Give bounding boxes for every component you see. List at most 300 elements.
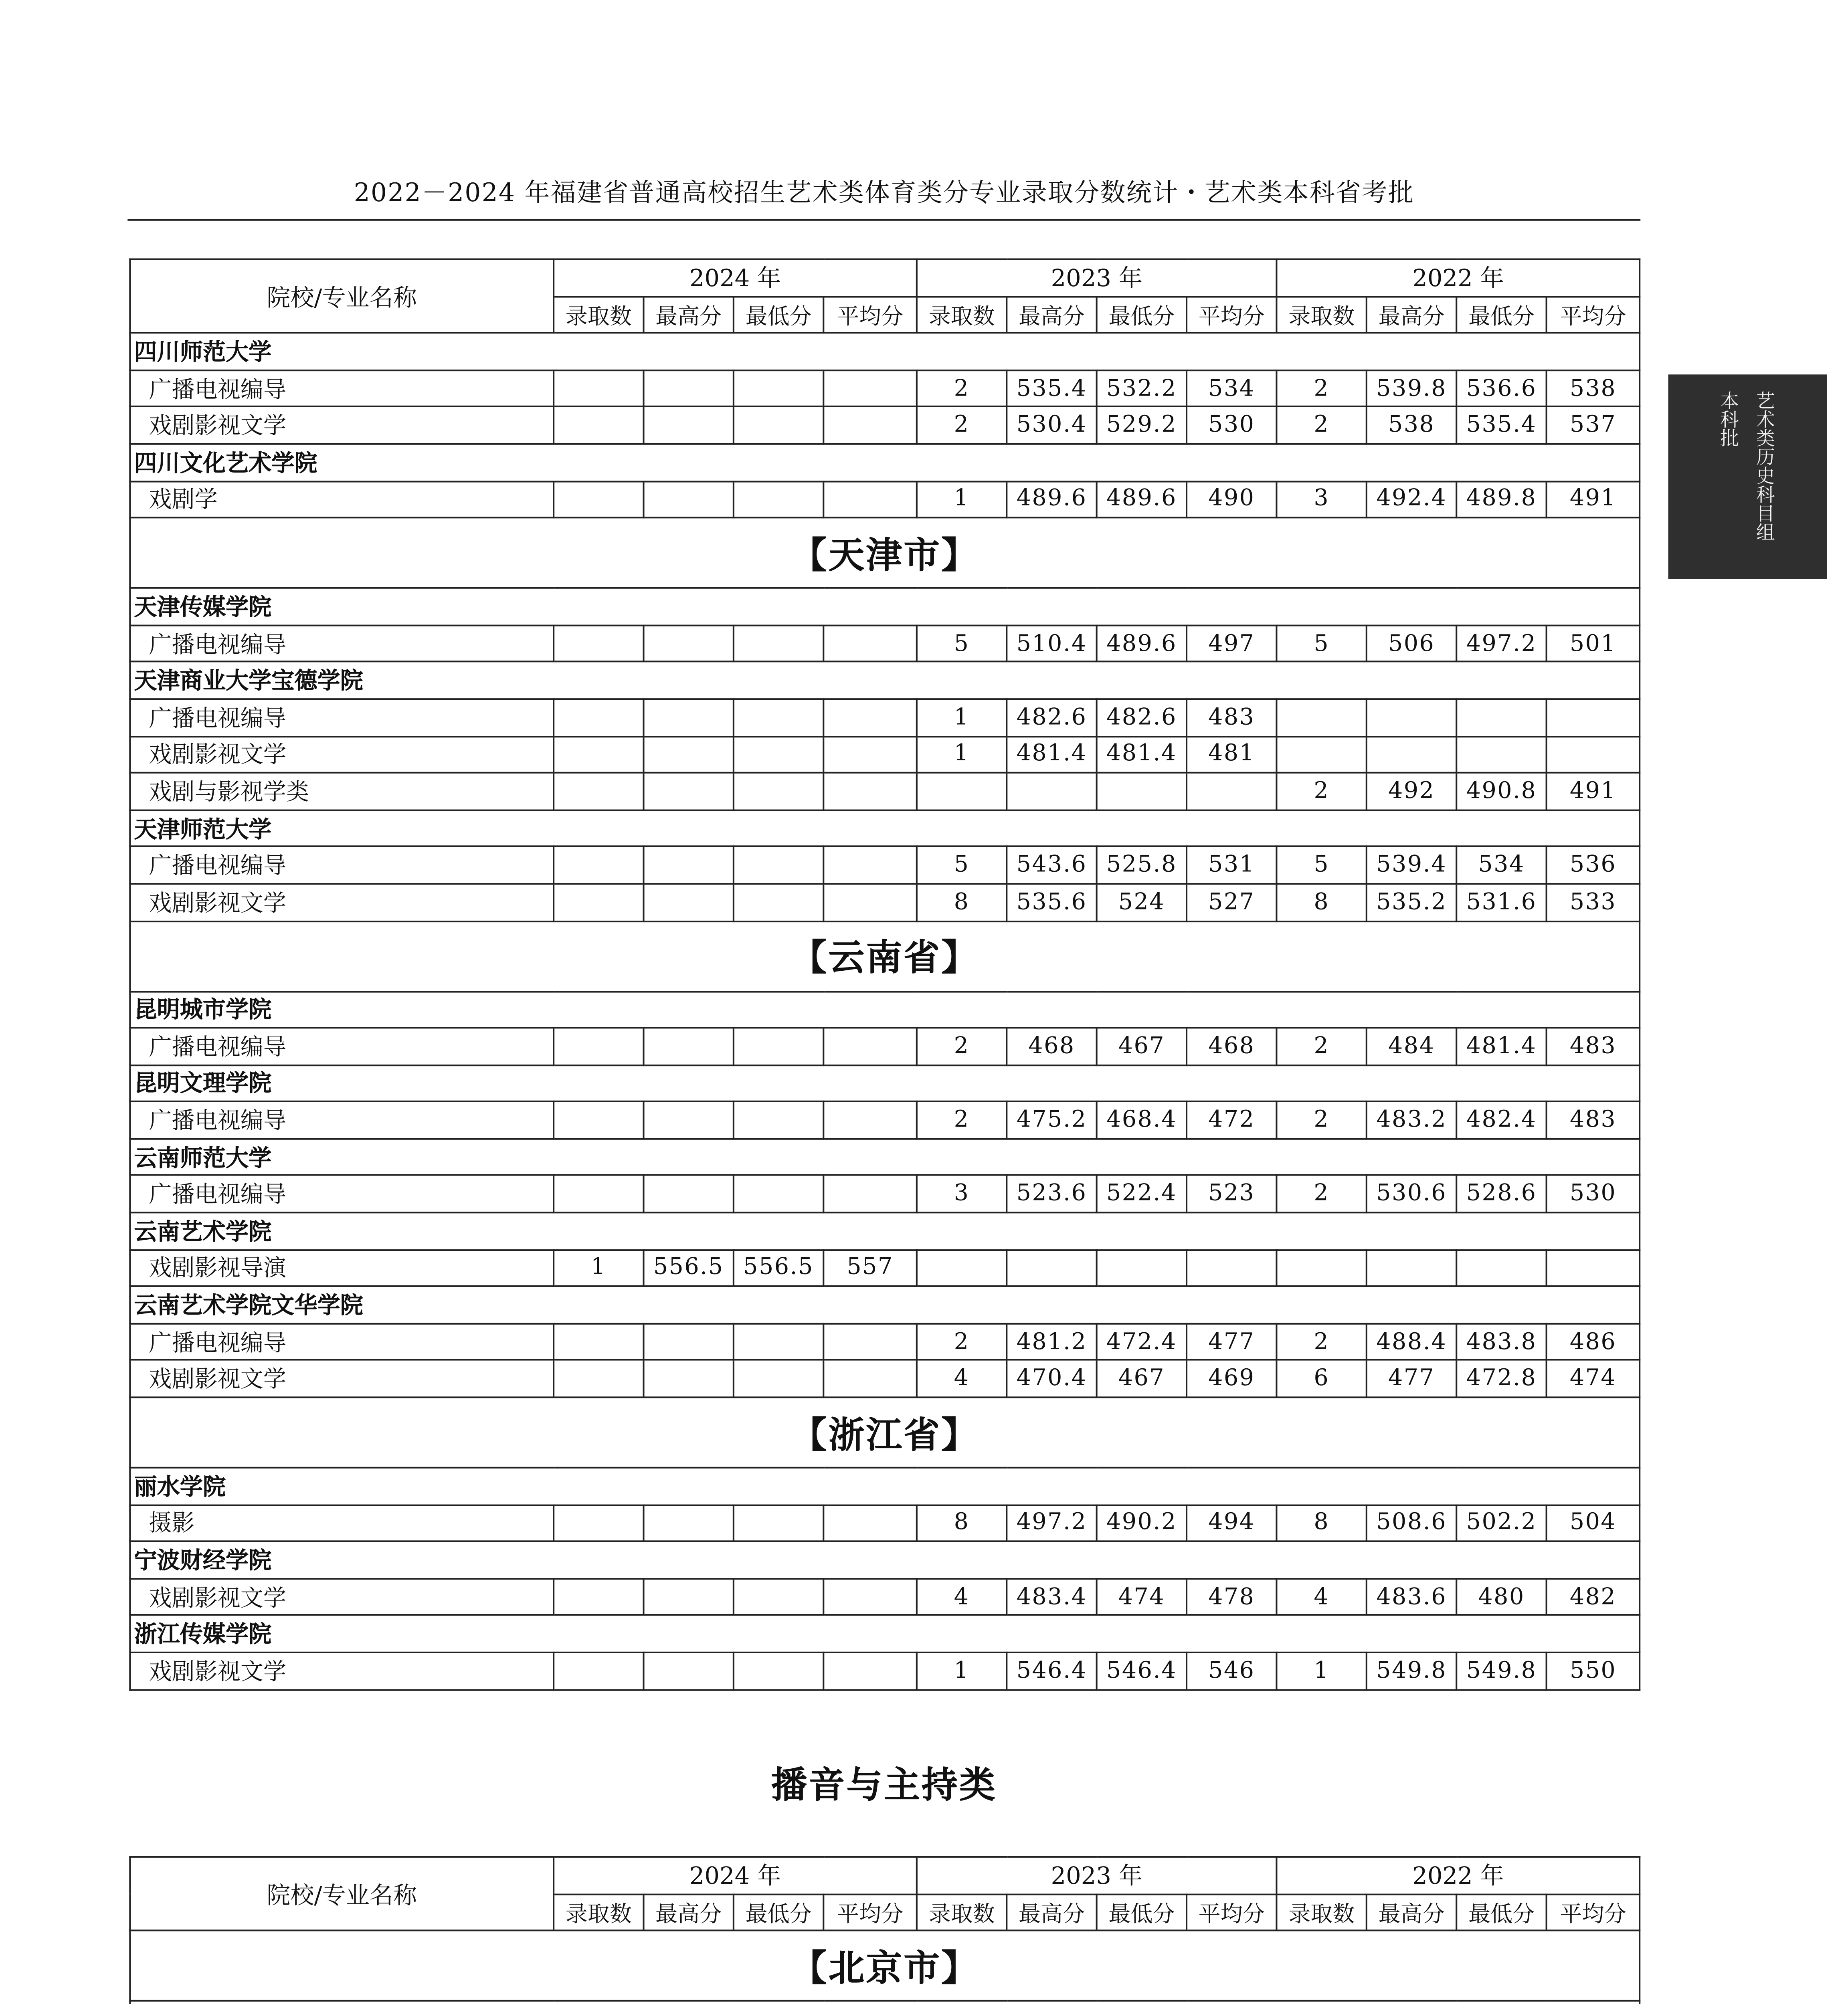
score-cell: 1 [917, 481, 1007, 518]
column-header-year: 2022 年 [1277, 259, 1640, 296]
column-header-metric: 最低分 [1097, 296, 1187, 333]
score-cell: 8 [917, 884, 1007, 921]
score-cell: 538 [1367, 407, 1456, 444]
major-row [130, 370, 1640, 407]
score-cell [734, 1505, 823, 1541]
school-row [130, 1616, 1640, 1652]
score-cell [734, 370, 823, 407]
section-title: 播音与主持类 [771, 1766, 997, 1807]
score-cell: 483.4 [1007, 1578, 1096, 1615]
school-name: 天津师范大学 [130, 810, 1640, 846]
score-cell [1187, 773, 1276, 810]
score-cell: 543.6 [1007, 847, 1096, 884]
score-cell: 468 [1187, 1028, 1276, 1065]
score-cell: 523 [1187, 1176, 1276, 1212]
score-cell [734, 736, 823, 773]
region-header-row [130, 1397, 1640, 1467]
school-row [130, 1065, 1640, 1102]
score-cell [643, 481, 733, 518]
score-cell: 492.4 [1367, 481, 1456, 518]
score-cell: 508.6 [1367, 1505, 1456, 1541]
score-cell [823, 736, 917, 773]
score-cell [823, 1505, 917, 1541]
score-cell: 482.6 [1007, 699, 1096, 736]
column-header-metric: 最低分 [1456, 296, 1546, 333]
score-cell [554, 884, 643, 921]
score-cell: 477 [1187, 1323, 1276, 1360]
score-cell: 467 [1097, 1360, 1187, 1397]
column-header-year: 2024 年 [554, 259, 917, 296]
major-row [130, 1323, 1640, 1360]
score-cell [554, 370, 643, 407]
score-cell [734, 407, 823, 444]
score-cell: 489.8 [1456, 481, 1546, 518]
score-cell: 529.2 [1097, 407, 1187, 444]
score-cell: 472.8 [1456, 1360, 1546, 1397]
column-header-year: 2023 年 [917, 259, 1277, 296]
school-name: 浙江传媒学院 [130, 1616, 1640, 1652]
score-cell: 4 [1277, 1578, 1367, 1615]
column-header-metric: 最高分 [1007, 1894, 1096, 1931]
score-cell: 532.2 [1097, 370, 1187, 407]
school-name: 天津传媒学院 [130, 588, 1640, 625]
major-name: 广播电视编导 [130, 699, 554, 736]
side-tab-category: 艺术类历史科目组 [1754, 391, 1777, 541]
score-cell: 535.4 [1007, 370, 1096, 407]
score-cell: 539.4 [1367, 847, 1456, 884]
score-cell: 2 [1277, 773, 1367, 810]
score-cell: 468.4 [1097, 1102, 1187, 1139]
school-name: 天津商业大学宝德学院 [130, 662, 1640, 699]
score-cell: 2 [1277, 1028, 1367, 1065]
score-cell: 530 [1547, 1176, 1640, 1212]
score-cell: 2 [917, 1102, 1007, 1139]
score-cell [554, 773, 643, 810]
column-header-metric: 录取数 [1277, 296, 1367, 333]
score-cell: 1 [917, 736, 1007, 773]
column-header-metric: 录取数 [917, 1894, 1007, 1931]
score-cell [1456, 736, 1546, 773]
score-cell: 475.2 [1007, 1102, 1096, 1139]
score-cell: 8 [1277, 884, 1367, 921]
major-name: 广播电视编导 [130, 1028, 554, 1065]
score-cell: 1 [917, 1652, 1007, 1689]
score-cell: 497.2 [1007, 1505, 1096, 1541]
header-row-years [130, 259, 1640, 296]
score-cell [643, 1360, 733, 1397]
score-cell [1547, 699, 1640, 736]
region-name: 【天津市】 [130, 518, 1640, 588]
score-cell: 481.4 [1007, 736, 1096, 773]
score-cell: 474 [1547, 1360, 1640, 1397]
score-cell: 2 [1277, 1323, 1367, 1360]
score-cell [554, 736, 643, 773]
score-cell [643, 847, 733, 884]
school-row [130, 810, 1640, 846]
score-cell: 502.2 [1456, 1505, 1546, 1541]
score-cell [823, 1652, 917, 1689]
score-cell: 522.4 [1097, 1176, 1187, 1212]
score-cell [1547, 1250, 1640, 1287]
major-name: 广播电视编导 [130, 1176, 554, 1212]
score-cell: 535.6 [1007, 884, 1096, 921]
column-header-metric: 平均分 [1547, 296, 1640, 333]
score-cell [1007, 1250, 1096, 1287]
score-cell [643, 699, 733, 736]
column-header-metric: 最高分 [643, 1894, 733, 1931]
school-name: 云南师范大学 [130, 1139, 1640, 1176]
column-header-metric: 平均分 [1547, 1894, 1640, 1931]
score-cell: 472 [1187, 1102, 1276, 1139]
score-cell [643, 1176, 733, 1212]
major-name: 戏剧影视文学 [130, 736, 554, 773]
school-name: 宁波财经学院 [130, 1541, 1640, 1578]
major-name: 戏剧影视文学 [130, 1578, 554, 1615]
score-cell: 481.2 [1007, 1323, 1096, 1360]
running-header: 2022－2024 年福建省普通高校招生艺术类体育类分专业录取分数统计・艺术类本科省考批 [354, 178, 1414, 208]
score-cell: 486 [1547, 1323, 1640, 1360]
score-cell: 488.4 [1367, 1323, 1456, 1360]
score-cell: 469 [1187, 1360, 1276, 1397]
school-row [130, 1541, 1640, 1578]
region-name: 【浙江省】 [130, 1397, 1640, 1467]
score-cell [734, 1102, 823, 1139]
score-cell [1367, 1250, 1456, 1287]
major-name: 广播电视编导 [130, 1323, 554, 1360]
score-cell: 4 [917, 1578, 1007, 1615]
score-cell [554, 407, 643, 444]
score-cell [917, 773, 1007, 810]
score-cell: 1 [1277, 1652, 1367, 1689]
major-name: 戏剧与影视学类 [130, 773, 554, 810]
score-cell: 546.4 [1097, 1652, 1187, 1689]
column-header-metric: 平均分 [823, 1894, 917, 1931]
score-cell: 557 [823, 1250, 917, 1287]
score-cell: 483 [1187, 699, 1276, 736]
major-name: 广播电视编导 [130, 625, 554, 662]
score-cell [734, 1652, 823, 1689]
header-rule [127, 219, 1640, 221]
score-cell [734, 1360, 823, 1397]
score-cell: 3 [1277, 481, 1367, 518]
score-cell [823, 847, 917, 884]
score-cell: 1 [554, 1250, 643, 1287]
major-name: 戏剧影视文学 [130, 884, 554, 921]
score-cell [1367, 736, 1456, 773]
score-cell [823, 1176, 917, 1212]
score-cell: 2 [1277, 1176, 1367, 1212]
school-row [130, 588, 1640, 625]
school-row [130, 444, 1640, 481]
score-cell [554, 699, 643, 736]
column-header-metric: 最低分 [1456, 1894, 1546, 1931]
side-tab-batch: 本科批 [1718, 391, 1741, 447]
score-cell: 470.4 [1007, 1360, 1096, 1397]
region-name: 【云南省】 [130, 921, 1640, 991]
major-row [130, 736, 1640, 773]
header-row-years [130, 1857, 1640, 1894]
score-cell: 490.2 [1097, 1505, 1187, 1541]
score-cell [554, 1028, 643, 1065]
school-name: 四川师范大学 [130, 333, 1640, 370]
score-cell [643, 625, 733, 662]
region-header-row [130, 518, 1640, 588]
score-cell [1547, 736, 1640, 773]
score-cell: 537 [1547, 407, 1640, 444]
score-cell [734, 1176, 823, 1212]
score-cell: 1 [917, 699, 1007, 736]
score-cell: 482.6 [1097, 699, 1187, 736]
score-cell: 481 [1187, 736, 1276, 773]
school-row [130, 1468, 1640, 1505]
major-row [130, 1176, 1640, 1212]
major-name: 广播电视编导 [130, 370, 554, 407]
school-row [130, 333, 1640, 370]
score-cell: 480 [1456, 1578, 1546, 1615]
major-row [130, 481, 1640, 518]
score-cell: 4 [917, 1360, 1007, 1397]
score-cell [734, 773, 823, 810]
score-cell [554, 1323, 643, 1360]
side-tab [1668, 374, 1827, 579]
column-header-metric: 平均分 [1187, 296, 1276, 333]
score-cell: 535.4 [1456, 407, 1546, 444]
score-cell [1007, 773, 1096, 810]
major-row [130, 407, 1640, 444]
scores-table-1 [129, 259, 1640, 1690]
column-header-metric: 平均分 [1187, 1894, 1276, 1931]
score-cell [643, 1578, 733, 1615]
score-cell: 501 [1547, 625, 1640, 662]
column-header-metric: 最低分 [734, 296, 823, 333]
score-cell: 482.4 [1456, 1102, 1546, 1139]
score-cell: 2 [1277, 370, 1367, 407]
score-cell: 2 [917, 370, 1007, 407]
score-cell: 556.5 [643, 1250, 733, 1287]
column-header-metric: 最高分 [1367, 1894, 1456, 1931]
score-cell [554, 1360, 643, 1397]
score-cell [554, 481, 643, 518]
score-cell: 506 [1367, 625, 1456, 662]
region-name: 【北京市】 [130, 1931, 1640, 2001]
major-name: 戏剧影视文学 [130, 1360, 554, 1397]
score-cell: 536 [1547, 847, 1640, 884]
score-cell: 497 [1187, 625, 1276, 662]
column-header-metric: 最高分 [643, 296, 733, 333]
score-cell [643, 370, 733, 407]
region-header-row [130, 921, 1640, 991]
score-cell: 489.6 [1007, 481, 1096, 518]
score-cell: 8 [917, 1505, 1007, 1541]
score-cell: 472.4 [1097, 1323, 1187, 1360]
score-cell: 531.6 [1456, 884, 1546, 921]
score-cell [823, 1323, 917, 1360]
column-header-name: 院校/专业名称 [130, 1857, 554, 1931]
score-cell: 530.6 [1367, 1176, 1456, 1212]
score-cell [1367, 699, 1456, 736]
score-cell: 5 [1277, 625, 1367, 662]
score-cell [643, 1028, 733, 1065]
score-cell [734, 847, 823, 884]
score-cell [643, 884, 733, 921]
major-row [130, 1578, 1640, 1615]
column-header-metric: 最高分 [1367, 296, 1456, 333]
score-cell [1097, 1250, 1187, 1287]
major-name: 广播电视编导 [130, 1102, 554, 1139]
score-cell: 527 [1187, 884, 1276, 921]
column-header-metric: 录取数 [917, 296, 1007, 333]
major-name: 戏剧影视文学 [130, 1652, 554, 1689]
major-row [130, 1505, 1640, 1541]
score-cell: 489.6 [1097, 481, 1187, 518]
column-header-year: 2023 年 [917, 1857, 1277, 1894]
score-cell [1277, 699, 1367, 736]
column-header-metric: 最低分 [734, 1894, 823, 1931]
score-cell [823, 1360, 917, 1397]
score-cell: 5 [1277, 847, 1367, 884]
score-cell: 484 [1367, 1028, 1456, 1065]
major-name: 戏剧影视文学 [130, 407, 554, 444]
score-cell [1456, 1250, 1546, 1287]
major-row [130, 1360, 1640, 1397]
score-cell: 483 [1547, 1028, 1640, 1065]
score-cell [1187, 1250, 1276, 1287]
score-cell: 528.6 [1456, 1176, 1546, 1212]
score-cell: 546.4 [1007, 1652, 1096, 1689]
score-cell [823, 884, 917, 921]
major-name: 摄影 [130, 1505, 554, 1541]
score-cell: 534 [1187, 370, 1276, 407]
school-row [130, 991, 1640, 1028]
major-row [130, 1250, 1640, 1287]
column-header-name: 院校/专业名称 [130, 259, 554, 333]
score-cell [823, 773, 917, 810]
score-cell: 497.2 [1456, 625, 1546, 662]
column-header-metric: 平均分 [823, 296, 917, 333]
school-row [130, 1139, 1640, 1176]
score-cell: 467 [1097, 1028, 1187, 1065]
score-cell: 533 [1547, 884, 1640, 921]
score-cell: 481.4 [1456, 1028, 1546, 1065]
score-cell: 474 [1097, 1578, 1187, 1615]
score-cell [823, 370, 917, 407]
score-cell [1456, 699, 1546, 736]
school-row [130, 1213, 1640, 1250]
score-cell [917, 1250, 1007, 1287]
score-cell [643, 773, 733, 810]
score-cell: 481.4 [1097, 736, 1187, 773]
school-row [130, 662, 1640, 699]
score-cell [734, 884, 823, 921]
school-name: 丽水学院 [130, 1468, 1640, 1505]
score-cell [643, 1505, 733, 1541]
score-cell [823, 407, 917, 444]
score-cell [554, 847, 643, 884]
score-cell: 492 [1367, 773, 1456, 810]
major-row [130, 773, 1640, 810]
column-header-year: 2024 年 [554, 1857, 917, 1894]
score-cell [1277, 1250, 1367, 1287]
score-cell [823, 1028, 917, 1065]
score-cell: 523.6 [1007, 1176, 1096, 1212]
score-cell [823, 481, 917, 518]
score-cell: 530.4 [1007, 407, 1096, 444]
score-cell: 491 [1547, 773, 1640, 810]
score-cell: 6 [1277, 1360, 1367, 1397]
score-cell [554, 1176, 643, 1212]
score-cell: 483.2 [1367, 1102, 1456, 1139]
score-cell: 478 [1187, 1578, 1276, 1615]
major-row [130, 625, 1640, 662]
score-cell [554, 1652, 643, 1689]
column-header-year: 2022 年 [1277, 1857, 1640, 1894]
score-cell: 2 [917, 407, 1007, 444]
score-cell: 477 [1367, 1360, 1456, 1397]
school-name: 四川文化艺术学院 [130, 444, 1640, 481]
score-cell: 468 [1007, 1028, 1096, 1065]
school-row [130, 2001, 1640, 2004]
score-cell: 536.6 [1456, 370, 1546, 407]
score-cell: 2 [917, 1028, 1007, 1065]
school-name: 昆明文理学院 [130, 1065, 1640, 1102]
score-cell [643, 736, 733, 773]
score-cell [554, 1102, 643, 1139]
major-row [130, 699, 1640, 736]
score-cell: 483.6 [1367, 1578, 1456, 1615]
score-cell: 524 [1097, 884, 1187, 921]
score-cell: 2 [1277, 1102, 1367, 1139]
score-cell: 525.8 [1097, 847, 1187, 884]
major-name: 广播电视编导 [130, 847, 554, 884]
score-cell: 549.8 [1367, 1652, 1456, 1689]
score-cell [823, 1102, 917, 1139]
score-cell: 5 [917, 847, 1007, 884]
score-cell [823, 625, 917, 662]
score-cell [643, 1102, 733, 1139]
score-cell [643, 1323, 733, 1360]
score-cell [823, 1578, 917, 1615]
score-cell [734, 1028, 823, 1065]
score-cell: 530 [1187, 407, 1276, 444]
score-cell [734, 1323, 823, 1360]
score-cell: 8 [1277, 1505, 1367, 1541]
score-cell [823, 699, 917, 736]
score-cell [554, 1578, 643, 1615]
major-name: 戏剧影视导演 [130, 1250, 554, 1287]
school-row [130, 1287, 1640, 1323]
score-cell: 535.2 [1367, 884, 1456, 921]
school-name [130, 2001, 1640, 2004]
score-cell: 504 [1547, 1505, 1640, 1541]
score-cell: 483 [1547, 1102, 1640, 1139]
score-cell: 3 [917, 1176, 1007, 1212]
score-cell [734, 1578, 823, 1615]
column-header-metric: 录取数 [554, 1894, 643, 1931]
score-cell: 539.8 [1367, 370, 1456, 407]
score-cell [1097, 773, 1187, 810]
score-cell: 482 [1547, 1578, 1640, 1615]
column-header-metric: 录取数 [554, 296, 643, 333]
school-name: 云南艺术学院 [130, 1213, 1640, 1250]
major-row [130, 1028, 1640, 1065]
column-header-metric: 录取数 [1277, 1894, 1367, 1931]
major-row [130, 884, 1640, 921]
school-name: 云南艺术学院文华学院 [130, 1287, 1640, 1323]
score-cell [734, 481, 823, 518]
score-cell: 489.6 [1097, 625, 1187, 662]
scores-table-2 [129, 1856, 1640, 2004]
score-cell: 2 [917, 1323, 1007, 1360]
